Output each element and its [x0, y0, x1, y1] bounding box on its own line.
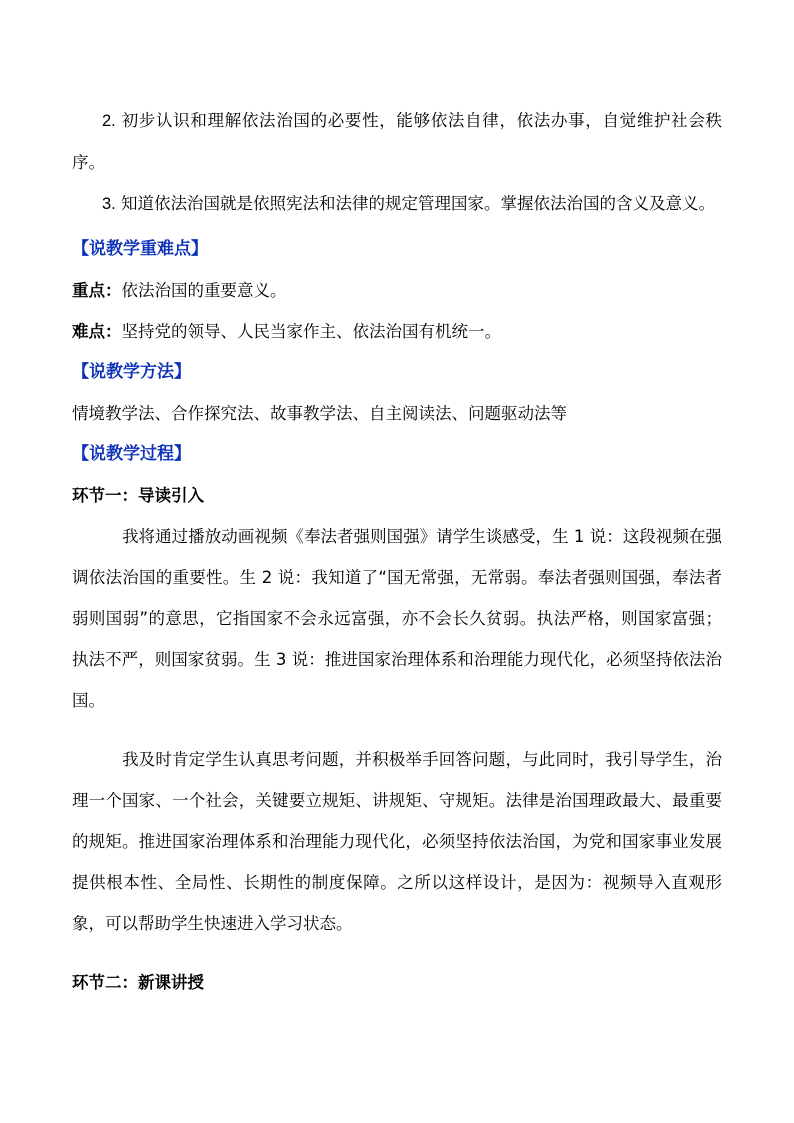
hard-point [72, 311, 722, 352]
stage-1-paragraph-1: 我将通过播放动画视频《奉法者强则国强》请学生谈感受，生 1 说：这段视频在强调依法治国的重要性。生 2 说：我知道了“国无常强，无常弱。奉法者强则国强，奉法者弱则国弱”的意思，它指国家不会永远富强，亦不会长久贫弱。执法严格，则国家富强；执法不严，则国家贫弱。生 3 说：推进国家治理体系和治理能力现代化，必须坚持依法治国。 [72, 527, 722, 710]
objective-item-3-number: 3. [102, 195, 116, 213]
methods-heading: 【说教学方法】 [72, 362, 191, 382]
key-point-label: 重点： [72, 281, 122, 300]
stage-2-title: 环节二：新课讲授 [72, 973, 204, 992]
objective-item-2 [72, 100, 722, 183]
stage-1-title: 环节一：导读引入 [72, 486, 204, 505]
key-point-text: 依法治国的重要意义。 [121, 281, 287, 300]
process-heading: 【说教学过程】 [72, 444, 191, 464]
document-page [72, 100, 722, 1003]
key-point [72, 270, 722, 311]
methods-text: 情境教学法、合作探究法、故事教学法、自主阅读法、问题驱动法等 [72, 404, 567, 423]
objective-item-3-text: 知道依法治国就是依照宪法和法律的规定管理国家。掌握依法治国的含义及意义。 [121, 194, 716, 213]
difficulty-heading: 【说教学重难点】 [72, 239, 208, 259]
hard-point-label: 难点： [72, 322, 122, 341]
objective-item-3 [72, 183, 722, 225]
hard-point-text: 坚持党的领导、人民当家作主、依法治国有机统一。 [121, 322, 501, 341]
stage-1-paragraph-2: 我及时肯定学生认真思考问题，并积极举手回答问题，与此同时，我引导学生，治理一个国家、一个社会，关键要立规矩、讲规矩、守规矩。法律是治国理政最大、最重要的规矩。推进国家治理体系和治理能力现代化，必须坚持依法治国，为党和国家事业发展提供根本性、全局性、长期性的制度保障。之所以这样设计，是因为：视频导入直观形象，可以帮助学生快速进入学习状态。 [72, 750, 722, 933]
objective-item-2-number: 2. [102, 112, 116, 130]
objective-item-2-text: 初步认识和理解依法治国的必要性，能够依法自律，依法办事，自觉维护社会秩序。 [72, 111, 723, 172]
